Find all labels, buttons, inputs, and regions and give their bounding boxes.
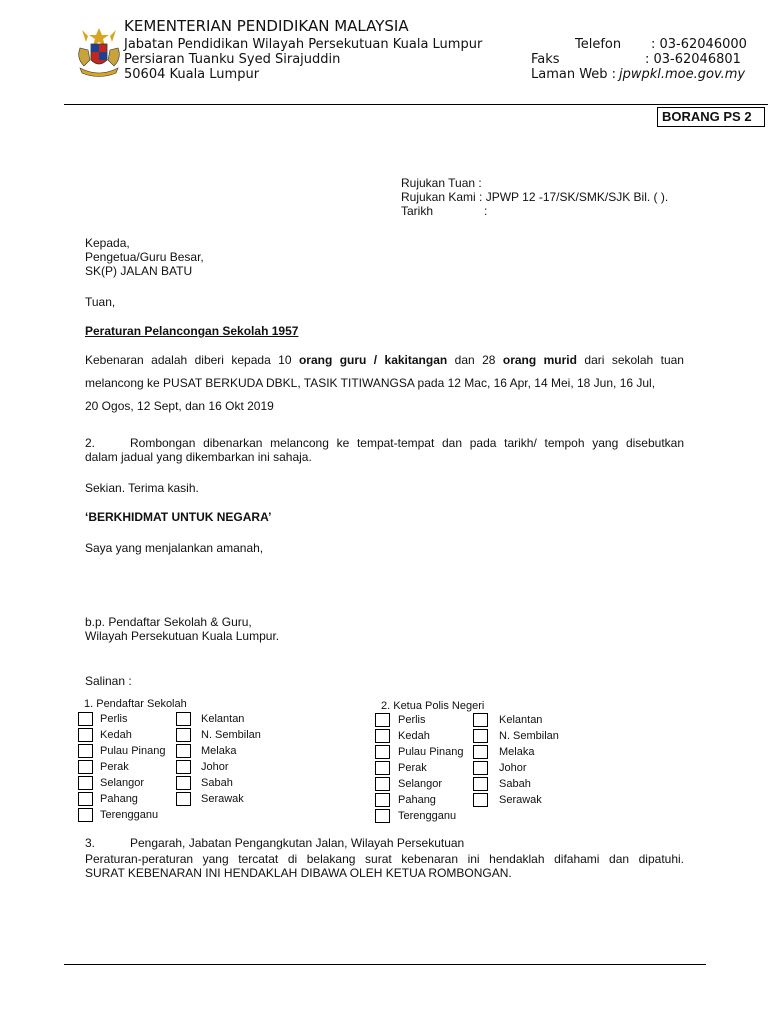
motto: ‘BERKHIDMAT UNTUK NEGARA’ xyxy=(85,510,272,524)
para1-line-3: 20 Ogos, 12 Sept, dan 16 Okt 2019 xyxy=(85,399,274,413)
para2-line-1: Rombongan dibenarkan melancong ke tempat-tempat dan pada tarikh/ tempoh yang disebutkan xyxy=(130,436,684,450)
copy-checkbox[interactable] xyxy=(78,792,93,806)
copy-recipient-label: Perlis xyxy=(100,713,128,725)
copy-group-1-title: 1. Pendaftar Sekolah xyxy=(84,698,187,710)
copy-checkbox[interactable] xyxy=(473,793,488,807)
para3-line-2: Peraturan-peraturan yang tercatat di belakang surat kebenaran ini hendaklah difahami dan dipatuhi. xyxy=(85,852,684,866)
copy-recipient-label: Pahang xyxy=(398,794,436,806)
para3-line-1: Pengarah, Jabatan Pengangkutan Jalan, Wilayah Persekutuan xyxy=(130,836,465,850)
copy-recipient-label: Sabah xyxy=(201,777,233,789)
copy-recipient-label: Perak xyxy=(100,761,129,773)
recipient-line-3: SK(P) JALAN BATU xyxy=(85,264,193,278)
copy-checkbox[interactable] xyxy=(375,729,390,743)
copy-recipient-label: Kedah xyxy=(100,729,132,741)
copy-recipient-label: N. Sembilan xyxy=(201,729,261,741)
copy-recipient-label: Pulau Pinang xyxy=(398,746,464,758)
copy-checkbox[interactable] xyxy=(176,744,191,758)
copy-recipient-label: Kelantan xyxy=(499,714,543,726)
copy-recipient-label: Selangor xyxy=(398,778,443,790)
copy-checkbox[interactable] xyxy=(176,792,191,806)
copy-recipient-label: Selangor xyxy=(100,777,145,789)
subject-line: Peraturan Pelancongan Sekolah 1957 xyxy=(85,324,299,338)
web-label: Laman Web : xyxy=(531,67,617,82)
copy-checkbox[interactable] xyxy=(78,808,93,822)
form-code-box: BORANG PS 2 xyxy=(657,107,765,127)
footer-divider xyxy=(64,964,706,965)
signing-intro: Saya yang menjalankan amanah, xyxy=(85,541,264,555)
copy-checkbox[interactable] xyxy=(375,777,390,791)
copy-recipient-label: Kelantan xyxy=(201,713,245,725)
copy-recipient-label: Johor xyxy=(201,761,229,773)
copy-recipient-label: Serawak xyxy=(499,794,542,806)
address-street: Persiaran Tuanku Syed Sirajuddin xyxy=(124,52,341,67)
copy-checkbox[interactable] xyxy=(473,713,488,727)
para1-line-2: melancong ke PUSAT BERKUDA DBKL, TASIK TITIWANGSA pada 12 Mac, 16 Apr, 14 Mei, 18 Jun, 16 Jul, xyxy=(85,376,656,390)
address-postcode-city: 50604 Kuala Lumpur xyxy=(124,67,260,82)
copy-checkbox[interactable] xyxy=(176,776,191,790)
copy-recipient-label: Sabah xyxy=(499,778,531,790)
copy-recipient-label: Kedah xyxy=(398,730,430,742)
signatory-line-1: b.p. Pendaftar Sekolah & Guru, xyxy=(85,615,252,629)
copy-checkbox[interactable] xyxy=(375,793,390,807)
copy-recipient-label: Perlis xyxy=(398,714,426,726)
para3-line-3: SURAT KEBENARAN INI HENDAKLAH DIBAWA OLEH KETUA ROMBONGAN. xyxy=(85,866,512,880)
copy-recipient-label: N. Sembilan xyxy=(499,730,559,742)
copy-recipient-label: Melaka xyxy=(201,745,237,757)
phone-label: Telefon xyxy=(575,37,622,52)
copy-checkbox[interactable] xyxy=(78,712,93,726)
para1-line-1: Kebenaran adalah diberi kepada 10 orang guru / kakitangan dan 28 orang murid dari sekolah tuan xyxy=(85,353,684,367)
recipient-line-1: Kepada, xyxy=(85,236,130,250)
recipient-line-2: Pengetua/Guru Besar, xyxy=(85,250,204,264)
phone-value: : 03-62046000 xyxy=(651,37,747,52)
copy-checkbox[interactable] xyxy=(473,761,488,775)
ministry-name: KEMENTERIAN PENDIDIKAN MALAYSIA xyxy=(124,17,409,35)
copy-checkbox[interactable] xyxy=(176,712,191,726)
copy-recipient-label: Terengganu xyxy=(398,810,457,822)
closing-text: Sekian. Terima kasih. xyxy=(85,481,199,495)
rujukan-kami: Rujukan Kami : JPWP 12 -17/SK/SMK/SJK Bil. ( ). xyxy=(401,190,669,204)
rujukan-tuan: Rujukan Tuan : xyxy=(401,176,482,190)
copy-checkbox[interactable] xyxy=(78,744,93,758)
malaysia-coat-of-arms-logo xyxy=(74,26,124,78)
copy-checkbox[interactable] xyxy=(78,728,93,742)
header-divider xyxy=(64,104,768,105)
salutation: Tuan, xyxy=(85,295,116,309)
tarikh-colon: : xyxy=(484,204,488,218)
copies-label: Salinan : xyxy=(85,674,132,688)
copy-recipient-label: Pahang xyxy=(100,793,138,805)
copy-recipient-label: Melaka xyxy=(499,746,535,758)
web-value: jpwpkl.moe.gov.my xyxy=(619,67,746,82)
copy-checkbox[interactable] xyxy=(473,729,488,743)
copy-recipient-label: Pulau Pinang xyxy=(100,745,166,757)
fax-label: Faks xyxy=(531,52,560,67)
copy-checkbox[interactable] xyxy=(176,728,191,742)
copy-checkbox[interactable] xyxy=(375,809,390,823)
copy-checkbox[interactable] xyxy=(473,777,488,791)
copy-recipient-label: Serawak xyxy=(201,793,244,805)
fax-value: : 03-62046801 xyxy=(645,52,741,67)
signatory-line-2: Wilayah Persekutuan Kuala Lumpur. xyxy=(85,629,280,643)
department-name: Jabatan Pendidikan Wilayah Persekutuan Kuala Lumpur xyxy=(124,37,483,52)
para2-line-2: dalam jadual yang dikembarkan ini sahaja. xyxy=(85,450,312,464)
copy-recipient-label: Johor xyxy=(499,762,527,774)
copy-recipient-label: Perak xyxy=(398,762,427,774)
tarikh-label: Tarikh xyxy=(401,204,434,218)
copy-checkbox[interactable] xyxy=(375,713,390,727)
copy-group-2-title: 2. Ketua Polis Negeri xyxy=(381,700,485,712)
copy-checkbox[interactable] xyxy=(176,760,191,774)
para3-number: 3. xyxy=(85,836,96,850)
copy-checkbox[interactable] xyxy=(78,776,93,790)
copy-checkbox[interactable] xyxy=(375,761,390,775)
copy-checkbox[interactable] xyxy=(375,745,390,759)
para2-number: 2. xyxy=(85,436,96,450)
copy-checkbox[interactable] xyxy=(473,745,488,759)
copy-recipient-label: Terengganu xyxy=(100,809,159,821)
copy-checkbox[interactable] xyxy=(78,760,93,774)
